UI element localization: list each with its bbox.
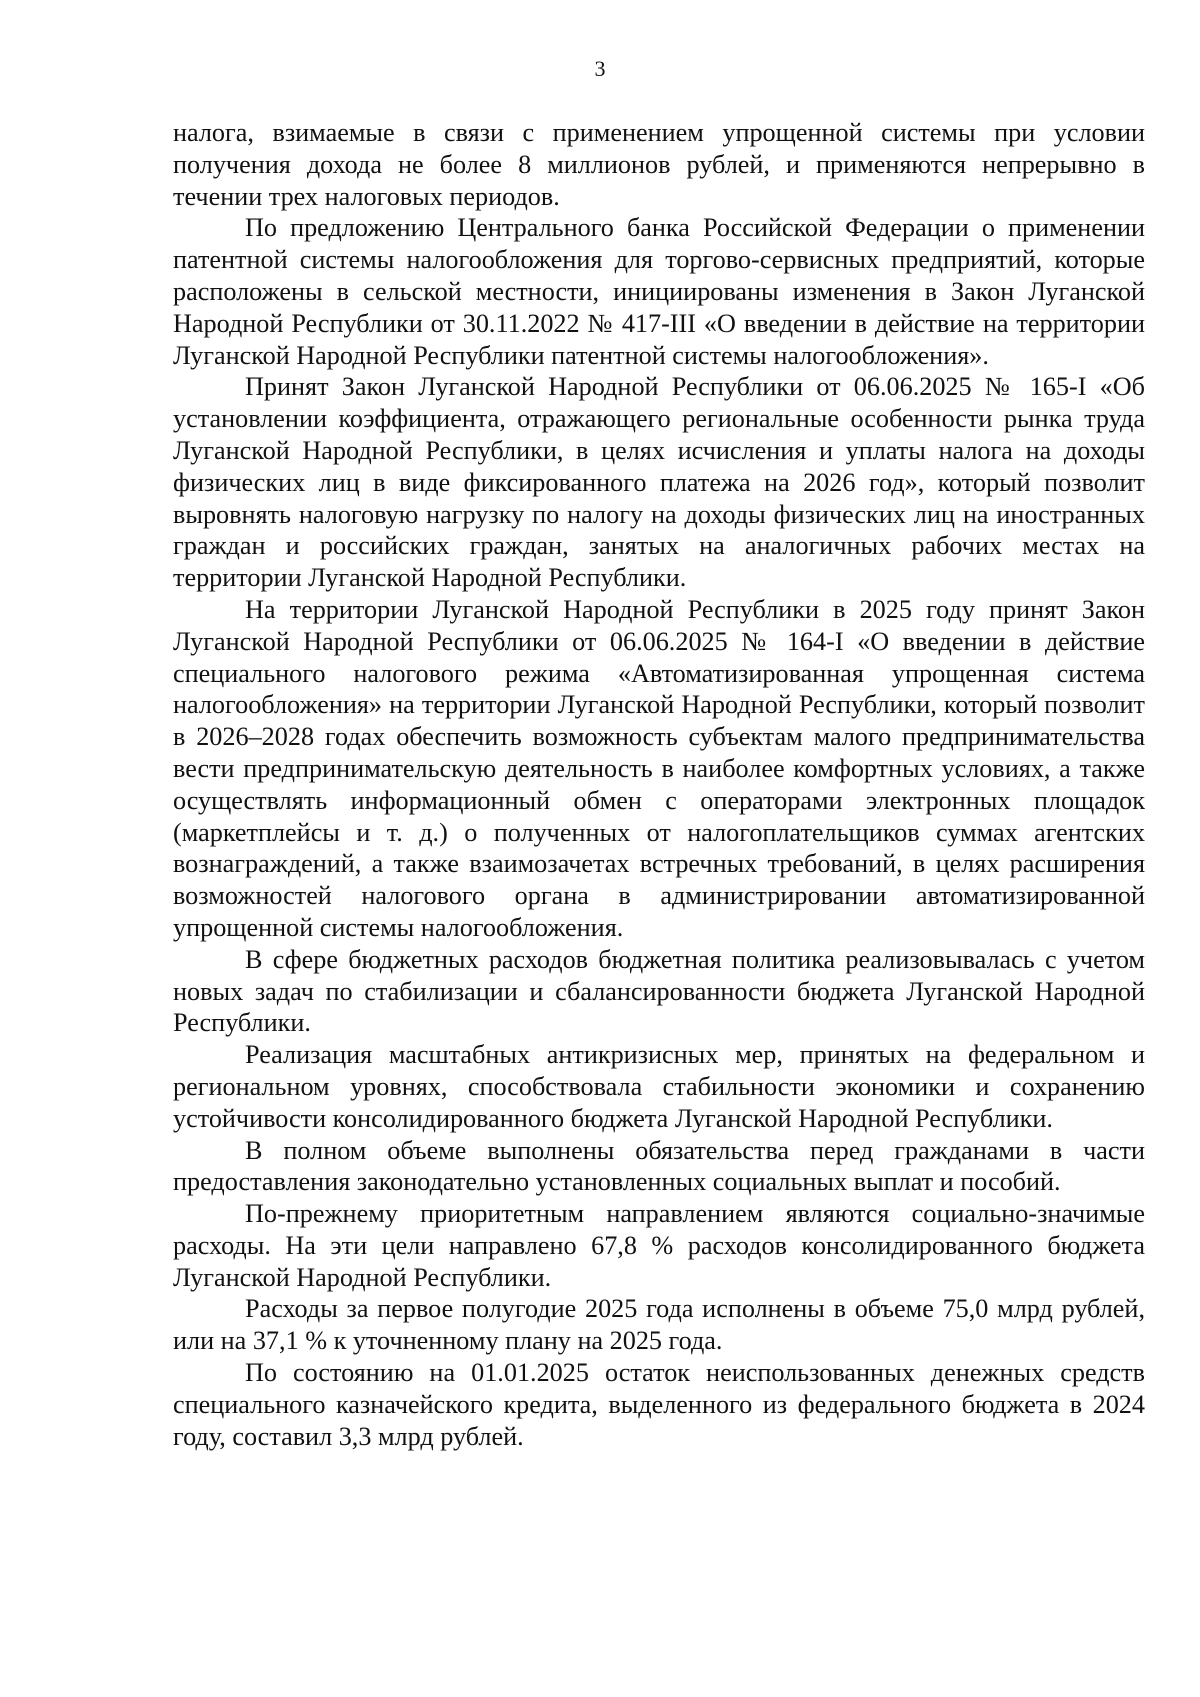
paragraph-law-164: На территории Луганской Народной Республики в 2025 году принят Закон Луганской Народной Республики от 06.06.2025 № 164-I «О введении в действие специального налогового режима «Автоматизированная упрощенная система налогообложения» на территории Луганской Народной Республики, который позволит в 2026–2028 годах обеспечить возможность субъектам малого предпринимательства вести предпринимательскую деятельность в наиболее комфортных условиях, а также осуществлять информационный обмен с операторами электронных площадок (маркетплейсы и т. д.) о полученных от налогоплательщиков суммах агентских вознаграждений, а также взаимозачетах встречных требований, в целях расширения возможностей налогового органа в администрировании автоматизированной упрощенной системы налогообложения. [173, 594, 1145, 942]
paragraph-patent-system: По предложению Центрального банка Российской Федерации о применении патентной системы налогообложения для торгово-сервисных предприятий, которые расположены в сельской местности, инициированы изменения в Закон Луганской Народной Республики от 30.11.2022 № 417-III «О введении в действие на территории Луганской Народной Республики патентной системы налогообложения». [173, 213, 1145, 370]
paragraph-continuation: налога, взимаемые в связи с применением упрощенной системы при условии получения дохода не более 8 миллионов рублей, и применяются непрерывно в течении трех налоговых периодов. [173, 118, 1145, 211]
paragraph-social-obligations: В полном объеме выполнены обязательства перед гражданами в части предоставления законодательно установленных социальных выплат и пособий. [173, 1135, 1145, 1197]
document-body [173, 117, 1145, 1452]
paragraph-social-expenses: По-прежнему приоритетным направлением являются социально-значимые расходы. На эти цели направлено 67,8 % расходов консолидированного бюджета Луганской Народной Республики. [173, 1199, 1145, 1292]
paragraph-budget-policy: В сфере бюджетных расходов бюджетная политика реализовывалась с учетом новых задач по стабилизации и сбалансированности бюджета Луганской Народной Республики. [173, 944, 1145, 1038]
page-number: 3 [594, 56, 606, 81]
paragraph-law-165: Принят Закон Луганской Народной Республики от 06.06.2025 № 165-I «Об установлении коэффициента, отражающего региональные особенности рынка труда Луганской Народной Республики, в целях исчисления и уплаты налога на доходы физических лиц в виде фиксированного платежа на 2026 год», который позволит выровнять налоговую нагрузку по налогу на доходы физических лиц на иностранных граждан и российских граждан, занятых на аналогичных рабочих местах на территории Луганской Народной Республики. [173, 372, 1145, 593]
paragraph-anticrisis-measures: Реализация масштабных антикризисных мер, принятых на федеральном и региональном уровнях, способствовала стабильности экономики и сохранению устойчивости консолидированного бюджета Луганской Народной Республики. [173, 1040, 1145, 1133]
paragraph-treasury-credit: По состоянию на 01.01.2025 остаток неиспользованных денежных средств специального казначейского кредита, выделенного из федерального бюджета в 2024 году, составил 3,3 млрд рублей. [173, 1358, 1145, 1451]
paragraph-half-year-expenses: Расходы за первое полугодие 2025 года исполнены в объеме 75,0 млрд рублей, или на 37,1 % к уточненному плану на 2025 года. [173, 1294, 1145, 1356]
